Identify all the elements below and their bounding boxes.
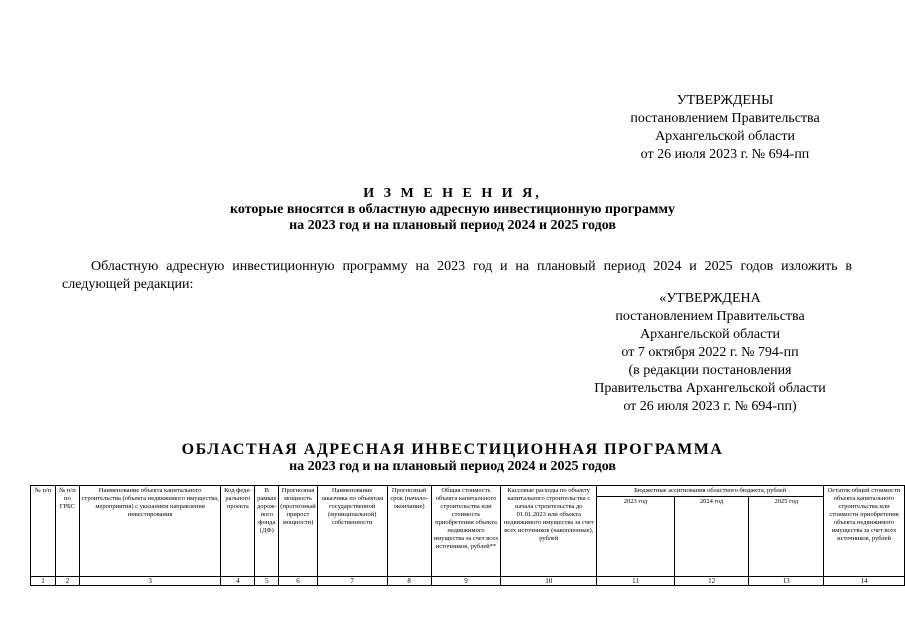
approval2-line-6: Правительства Архангельской области [594, 381, 826, 396]
col-number: 5 [255, 577, 279, 586]
header-c13: 2025 год [749, 497, 824, 577]
changes-line-2: которые вносятся в областную адресную инвестиционную программу [230, 202, 675, 217]
approval-stamp-2 [560, 290, 860, 416]
header-c4: Код феде-рального проекта [221, 486, 255, 577]
col-number: 2 [55, 577, 79, 586]
approval-stamp [600, 92, 850, 164]
intro-paragraph: Областную адресную инвестиционную программу на 2023 год и на плановый период 2024 и 2025 годов изложить в следующей редакции: [62, 259, 852, 292]
header-c1: № п/п [31, 486, 56, 577]
approval2-line-4: от 7 октября 2022 г. № 794-пп [621, 345, 799, 360]
header-row-1 [31, 486, 905, 497]
approval2-line-1: «УТВЕРЖДЕНА [659, 291, 761, 306]
col-number: 4 [221, 577, 255, 586]
col-number: 7 [317, 577, 387, 586]
col-number: 14 [824, 577, 905, 586]
header-c14: Остаток общей стоимости объекта капитального строительства или стоимости приобретения объекта недвижимого имущества за счет всех источников, рублей [824, 486, 905, 577]
changes-line-3: на 2023 год и на плановый период 2024 и 2025 годов [289, 218, 616, 233]
approval2-line-2: постановлением Правительства [615, 309, 805, 324]
column-numbers-row [31, 577, 905, 586]
header-c2: № п/п по ГРБС [55, 486, 79, 577]
header-c5: В рамках дорож-ного фонда (ДФ) [255, 486, 279, 577]
header-c11: 2023 год [597, 497, 675, 577]
col-number: 12 [674, 577, 749, 586]
changes-title [0, 186, 905, 234]
header-c6: Прогнозная мощность (прогнозный прирост мощности) [279, 486, 317, 577]
program-table [30, 485, 905, 586]
program-title [0, 441, 905, 475]
approval2-line-7: от 26 июля 2023 г. № 694-пп) [623, 399, 797, 414]
col-number: 9 [431, 577, 501, 586]
approval-line-2: постановлением Правительства [630, 111, 820, 126]
approval-line-1: УТВЕРЖДЕНЫ [676, 93, 774, 108]
approval2-line-5: (в редакции постановления [628, 363, 792, 378]
header-c3: Наименование объекта капитального строительства (объекта недвижимого имущества, мероприятия) с указанием направления инвестирования [79, 486, 220, 577]
intro-text [62, 258, 852, 294]
col-number: 13 [749, 577, 824, 586]
changes-heading: И З М Е Н Е Н И Я, [363, 186, 542, 201]
col-number: 1 [31, 577, 56, 586]
header-c10: Кассовые расходы по объекту капитального строительства с начала строительства до 01.01.2023 или объекта недвижимого имущества за счет всех источников (накопленные), рублей [501, 486, 597, 577]
header-c9: Общая стоимость объекта капитального строительства или стоимость приобретения объекта недвижимого имущества за счет всех источников, рублей** [431, 486, 501, 577]
program-title-line-1: ОБЛАСТНАЯ АДРЕСНАЯ ИНВЕСТИЦИОННАЯ ПРОГРАММА [181, 441, 724, 458]
header-c7: Наименование заказчика по объектам государственной (муниципальной) собственности [317, 486, 387, 577]
approval2-line-3: Архангельской области [640, 327, 780, 342]
col-number: 6 [279, 577, 317, 586]
approval-line-3: Архангельской области [655, 129, 795, 144]
col-number: 10 [501, 577, 597, 586]
header-budget-group: Бюджетные ассигнования областного бюджета, рублей [597, 486, 824, 497]
col-number: 3 [79, 577, 220, 586]
program-title-line-2: на 2023 год и на плановый период 2024 и 2025 годов [289, 459, 616, 474]
col-number: 8 [387, 577, 431, 586]
header-c12: 2024 год [674, 497, 749, 577]
header-c8: Прогнозный срок (начало-окончание) [387, 486, 431, 577]
col-number: 11 [597, 577, 675, 586]
approval-line-4: от 26 июля 2023 г. № 694-пп [640, 147, 810, 162]
